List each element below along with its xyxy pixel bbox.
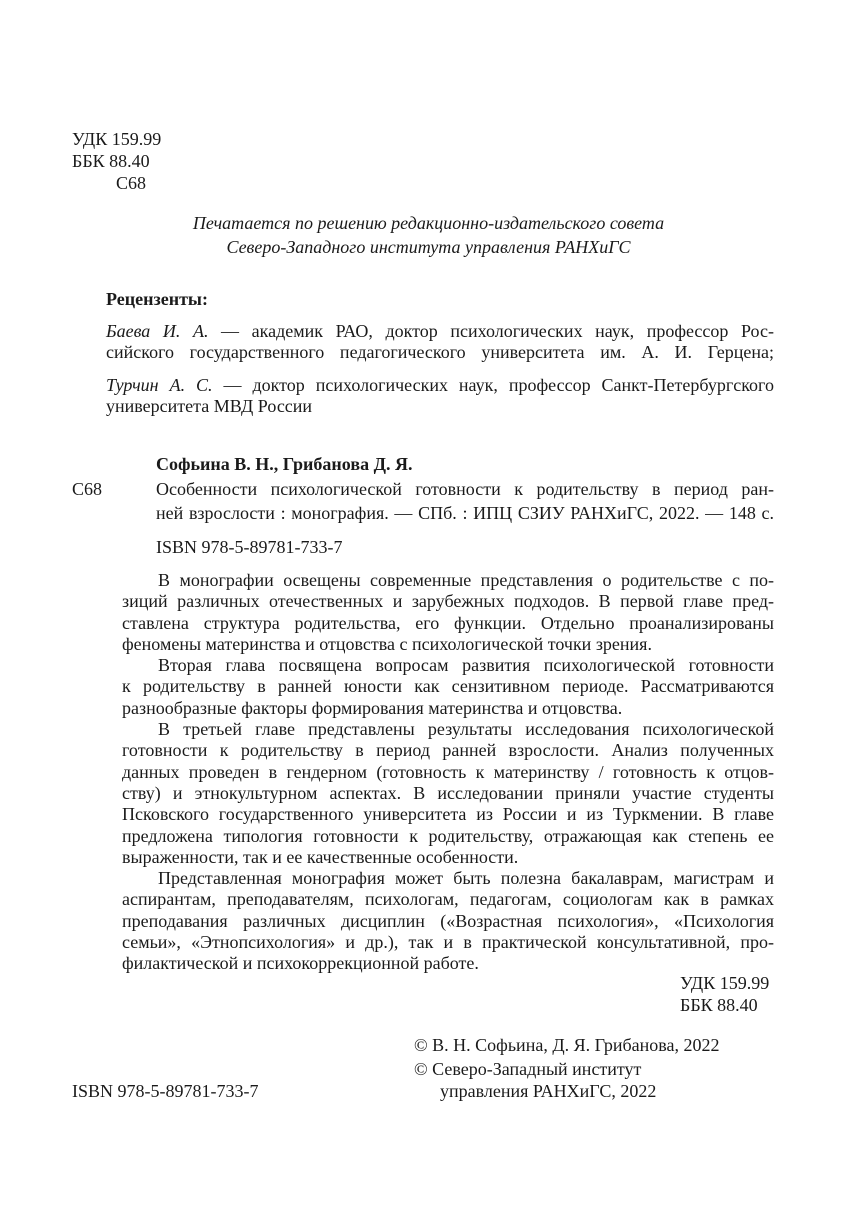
abstract-p4-line-3: преподавания различных дисциплин («Возрастная психология», «Психология — [122, 910, 774, 931]
abstract — [122, 569, 774, 974]
bbk-code: ББК 88.40 — [72, 151, 150, 171]
publication-note-line-2: Северо-Западного института управления РАНХиГС — [226, 237, 631, 257]
abstract-p2-line-2: к родительству в ранней юности как сензитивном периоде. Рассматриваются — [122, 676, 774, 697]
reviewer-1-name: Баева И. А. — [106, 321, 209, 341]
abstract-p1-line-2: зиций различных отечественных и зарубежных подходов. В первой главе пред- — [122, 591, 774, 612]
reviewer-2-line-2: университета МВД России — [106, 396, 313, 417]
reviewer-1-line-1: Баева И. А. — академик РАО, доктор психологических наук, профессор Рос- — [106, 321, 774, 341]
author-sign: С68 — [116, 173, 147, 193]
footer-bbk: ББК 88.40 — [680, 995, 758, 1015]
abstract-p3-line-4: ству) и этнокультурном аспектах. В исследовании приняли участие студенты — [122, 782, 774, 803]
abstract-p4-line-4: семьи», «Этнопсихология» и др.), так и в практической консультативной, про- — [122, 932, 774, 953]
reviewer-1 — [106, 320, 774, 363]
abstract-p1-line-3: ставлена структура родительства, его функции. Отдельно проанализированы — [122, 612, 774, 633]
abstract-p4-line-5: филактической и психокоррекционной работе. — [122, 953, 479, 974]
reviewer-2-name: Турчин А. С. — [106, 375, 213, 395]
abstract-p3-line-2: готовности к родительству в период ранней взрослости. Анализ полученных — [122, 740, 774, 761]
reviewer-2 — [106, 374, 774, 417]
abstract-p1-line-4: феномены материнства и отцовства с психологической точки зрения. — [122, 633, 652, 654]
bibliography-isbn: ISBN 978-5-89781-733-7 — [156, 537, 343, 557]
reviewer-1-line-2: сийского государственного педагогического университета им. А. И. Герцена; — [106, 342, 774, 363]
bibliography-title-line-2: ней взрослости : монография. — СПб. : ИПЦ СЗИУ РАНХиГС, 2022. — 148 с. — [156, 503, 774, 523]
udk-code: УДК 159.99 — [72, 129, 162, 149]
bibliography-code: С68 — [72, 479, 103, 499]
abstract-p3-line-1: В третьей главе представлены результаты исследования психологической — [158, 719, 774, 740]
abstract-p2-line-1: Вторая глава посвящена вопросам развития психологической готовности — [158, 655, 774, 676]
abstract-p3-line-3: данных проведен в гендерном (готовность к материнству / готовность к отцов- — [122, 761, 774, 782]
abstract-p4-line-2: аспирантам, преподавателям, психологам, педагогам, социологам как в рамках — [122, 889, 774, 910]
abstract-p1-line-1: В монографии освещены современные представления о родительстве с по- — [158, 570, 774, 590]
authors: Софьина В. Н., Грибанова Д. Я. — [156, 454, 413, 474]
footer-udk: УДК 159.99 — [680, 973, 770, 993]
abstract-p4-line-1: Представленная монография может быть полезна бакалаврам, магистрам и — [158, 868, 774, 889]
copyright-authors: © В. Н. Софьина, Д. Я. Грибанова, 2022 — [414, 1035, 720, 1055]
copyright-institute: © Северо-Западный институт — [414, 1059, 642, 1079]
abstract-p2-line-3: разнообразные факторы формирования материнства и отцовства. — [122, 697, 623, 718]
publication-note-line-1: Печатается по решению редакционно-издательского совета — [192, 213, 665, 233]
reviewers-heading: Рецензенты: — [106, 289, 208, 309]
abstract-p3-line-7: выраженности, так и ее качественные особенности. — [122, 846, 519, 867]
bibliography-title — [156, 478, 774, 526]
abstract-p3-line-5: Псковского государственного университета из России и из Туркмении. В главе — [122, 804, 774, 825]
copyright-institute-line-2: управления РАНХиГС, 2022 — [440, 1081, 657, 1101]
bibliography-title-line-1: Особенности психологической готовности к родительству в период ран- — [156, 479, 774, 499]
footer-isbn: ISBN 978-5-89781-733-7 — [72, 1081, 259, 1101]
reviewer-2-line-1: Турчин А. С. — доктор психологических наук, профессор Санкт-Петербургского — [106, 375, 774, 395]
abstract-p3-line-6: предложена типология готовности к родительству, отражающая как степень ее — [122, 825, 774, 846]
